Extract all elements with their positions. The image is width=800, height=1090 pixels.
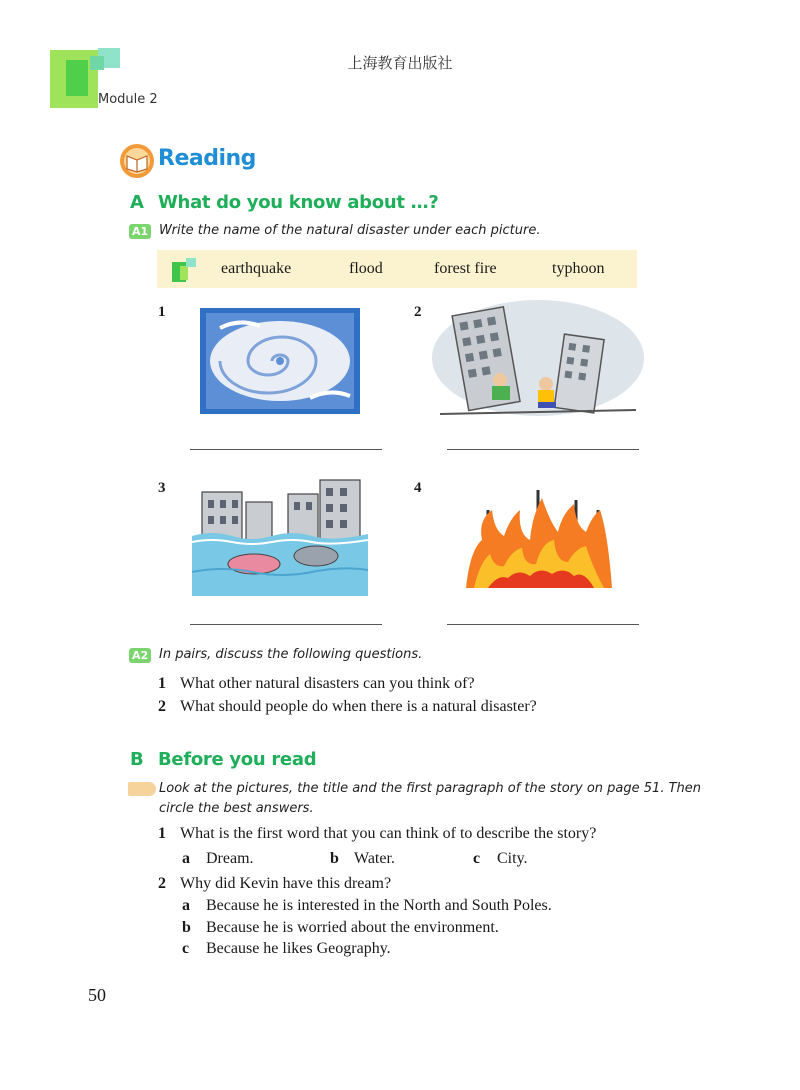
earthquake-buildings-icon — [430, 298, 646, 423]
word-typhoon: typhoon — [552, 260, 605, 277]
book-icon — [118, 142, 156, 185]
b-instruction-line-2: circle the best answers. — [159, 801, 314, 816]
answer-line-3[interactable] — [190, 624, 382, 625]
option-text: Because he likes Geography. — [206, 940, 391, 957]
publisher-name: 上海教育出版社 — [347, 54, 453, 72]
b-q2-option-a[interactable] — [182, 897, 552, 915]
section-a-title: What do you know about …? — [158, 192, 439, 213]
module-label: Module 2 — [98, 92, 158, 107]
question-text: What other natural disasters can you think of? — [180, 675, 475, 692]
question-number: 1 — [158, 825, 166, 842]
word-flood: flood — [349, 260, 383, 277]
section-b-title: Before you read — [158, 749, 317, 770]
forest-fire-icon — [458, 470, 618, 599]
a2-question-1 — [158, 675, 475, 693]
section-a-letter: A — [130, 192, 144, 213]
option-text: Water. — [354, 850, 395, 867]
a1-instruction: Write the name of the natural disaster under each picture. — [159, 223, 541, 238]
a2-tag: A2 — [129, 648, 151, 663]
b-q1-option-a[interactable] — [182, 850, 254, 868]
option-text: Dream. — [206, 850, 254, 867]
b-q2-option-c[interactable] — [182, 940, 391, 958]
option-letter: a — [182, 850, 190, 867]
answer-line-1[interactable] — [190, 449, 382, 450]
word-earthquake: earthquake — [221, 260, 292, 277]
question-text: What is the first word that you can think of to describe the story? — [180, 825, 597, 842]
page-number: 50 — [88, 985, 106, 1005]
option-text: City. — [497, 850, 528, 867]
flood-cars-icon — [192, 472, 368, 601]
b-instruction-line-1: Look at the pictures, the title and the first paragraph of the story on page 51. Then — [159, 781, 702, 796]
answer-line-2[interactable] — [447, 449, 639, 450]
question-text: Why did Kevin have this dream? — [180, 875, 392, 892]
question-number: 1 — [158, 675, 166, 692]
answer-line-4[interactable] — [447, 624, 639, 625]
option-letter: c — [182, 940, 190, 957]
question-text: What should people do when there is a natural disaster? — [180, 698, 537, 715]
option-letter: b — [182, 919, 191, 936]
question-number: 2 — [158, 698, 166, 715]
reading-title: Reading — [158, 146, 256, 171]
b-q2-option-b[interactable] — [182, 919, 499, 937]
a1-tag: A1 — [129, 224, 151, 239]
picture-number-1: 1 — [158, 304, 166, 320]
a2-question-2 — [158, 698, 537, 716]
picture-number-3: 3 — [158, 480, 166, 496]
picture-number-2: 2 — [414, 304, 422, 320]
section-b-letter: B — [130, 749, 144, 770]
option-text: Because he is interested in the North and South Poles. — [206, 897, 552, 914]
option-letter: b — [330, 850, 339, 867]
a2-instruction: In pairs, discuss the following questions. — [159, 647, 423, 662]
option-letter: a — [182, 897, 190, 914]
option-letter: c — [473, 850, 481, 867]
question-number: 2 — [158, 875, 166, 892]
b-q1-option-b[interactable] — [330, 850, 395, 868]
b-question-1 — [158, 825, 596, 843]
b-tag — [128, 782, 156, 796]
option-text: Because he is worried about the environment. — [206, 919, 499, 936]
b-q1-option-c[interactable] — [473, 850, 528, 868]
b-question-2 — [158, 875, 391, 893]
word-forest-fire: forest fire — [434, 260, 497, 277]
picture-number-4: 4 — [414, 480, 422, 496]
typhoon-satellite-icon — [200, 308, 360, 419]
